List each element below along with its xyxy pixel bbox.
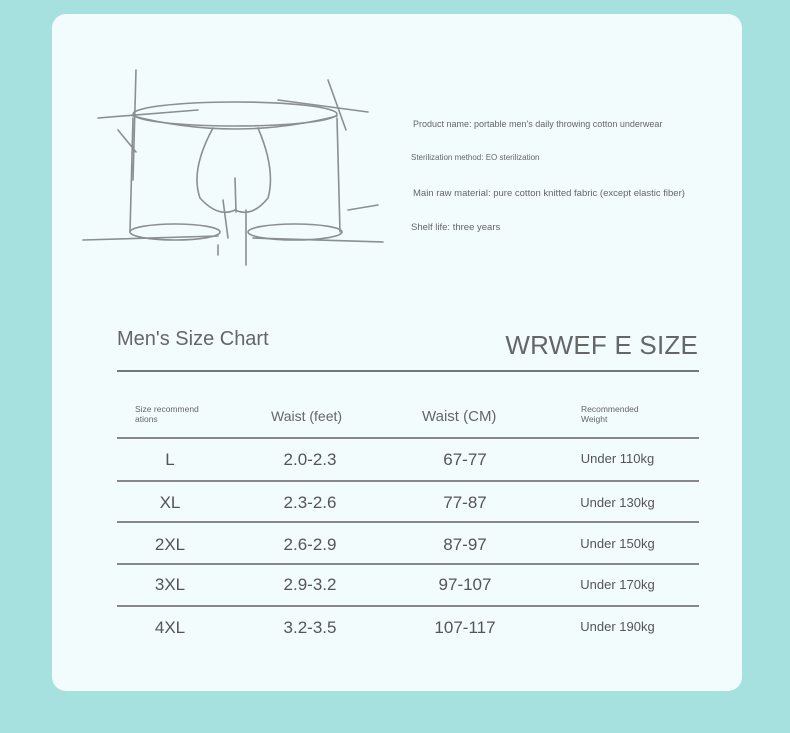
cell-waist-feet: 2.3-2.6 — [283, 493, 337, 512]
row-divider — [117, 480, 699, 482]
title-divider — [117, 370, 699, 372]
material-text: Main raw material: pure cotton knitted fabric (except elastic fiber) — [413, 188, 685, 199]
cell-size: 4XL — [154, 618, 186, 637]
cell-waist-cm: 87-97 — [443, 535, 487, 554]
cell-size: 3XL — [154, 575, 186, 594]
underwear-sketch-illustration — [78, 60, 398, 270]
cell-waist-cm: 107-117 — [434, 618, 496, 637]
brand-title: WRWEF E SIZE — [505, 330, 698, 360]
row-divider — [117, 563, 699, 565]
header-size: Size recommend ations — [135, 404, 199, 424]
cell-waist-feet: 2.0-2.3 — [283, 450, 337, 469]
cell-size: L — [165, 450, 175, 469]
cell-waist-feet: 3.2-3.5 — [283, 618, 337, 637]
shelf-life-text: Shelf life: three years — [411, 222, 501, 233]
row-divider — [117, 521, 699, 523]
cell-waist-feet: 2.6-2.9 — [283, 535, 337, 554]
cell-weight: Under 130kg — [580, 495, 655, 510]
product-name-text: Product name: portable men's daily throwing cotton underwear — [413, 119, 663, 129]
header-weight: Recommended Weight — [581, 404, 639, 424]
row-divider — [117, 605, 699, 607]
size-chart-title: Men's Size Chart — [117, 328, 269, 350]
row-divider — [117, 437, 699, 439]
cell-weight: Under 190kg — [580, 619, 655, 634]
cell-weight: Under 170kg — [580, 577, 655, 592]
cell-waist-cm: 97-107 — [438, 575, 492, 594]
cell-waist-cm: 67-77 — [443, 450, 487, 469]
sterilization-text: Sterilization method: EO sterilization — [411, 153, 540, 162]
cell-size: XL — [159, 493, 181, 512]
cell-weight: Under 110kg — [580, 451, 655, 466]
cell-weight: Under 150kg — [580, 536, 655, 551]
header-waist-cm: Waist (CM) — [422, 408, 497, 425]
header-waist-feet: Waist (feet) — [271, 408, 343, 424]
cell-size: 2XL — [154, 535, 186, 554]
cell-waist-feet: 2.9-3.2 — [283, 575, 337, 594]
cell-waist-cm: 77-87 — [443, 493, 487, 512]
